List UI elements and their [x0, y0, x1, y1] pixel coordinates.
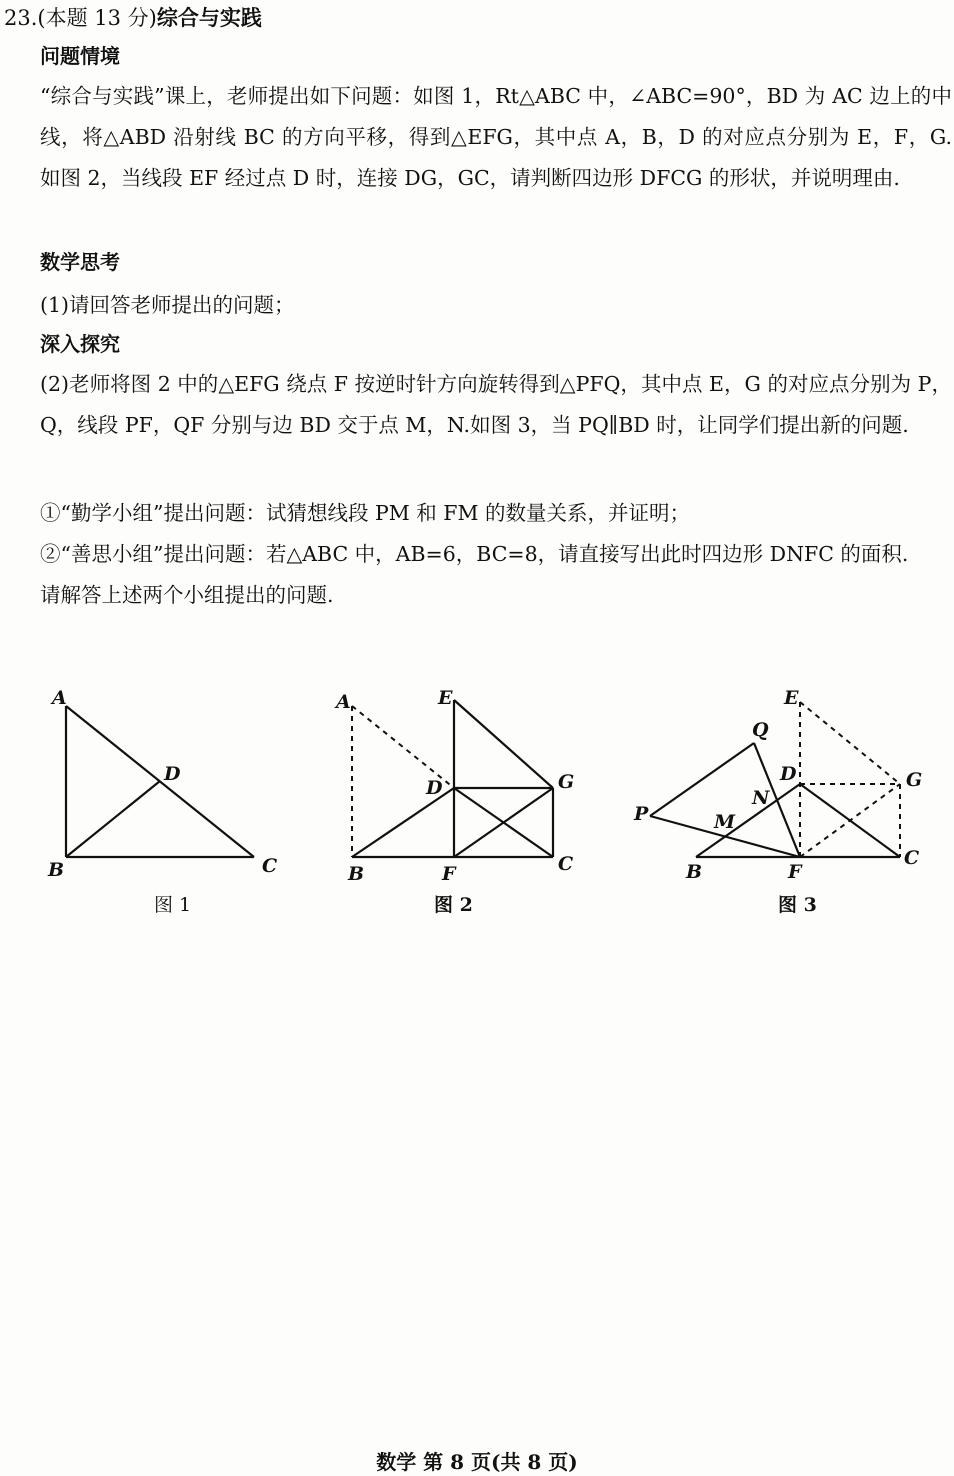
label-f: F: [442, 863, 456, 885]
question-score: (本题 13 分): [37, 6, 157, 30]
label-p: P: [634, 803, 649, 825]
label-c: C: [262, 855, 278, 877]
section-heading-explore: 深入探究: [40, 332, 120, 356]
label-b: B: [348, 863, 365, 885]
section-heading-situation: 问题情境: [40, 44, 120, 68]
sub-question-1: ①“勤学小组”提出问题：试猜想线段 PM 和 FM 的数量关系，并证明；: [40, 501, 691, 525]
segment-eg-dashed: [800, 702, 900, 784]
segment-eg: [454, 700, 553, 788]
segment-dc: [800, 784, 900, 857]
label-a: A: [52, 687, 67, 709]
label-f: F: [788, 861, 802, 883]
label-d: D: [164, 763, 181, 785]
closing-instruction: 请解答上述两个小组提出的问题.: [40, 583, 334, 607]
figure-2-diagram: [330, 680, 590, 890]
question-title: 综合与实践: [156, 5, 262, 30]
label-g: G: [906, 769, 923, 791]
figure-1-caption: 图 1: [154, 894, 192, 916]
segment-pq: [650, 743, 754, 816]
label-a: A: [336, 691, 351, 713]
figure-1: [40, 680, 300, 890]
label-d: D: [780, 763, 797, 785]
segment-bd: [66, 781, 160, 857]
label-c: C: [904, 847, 920, 869]
label-e: E: [784, 687, 799, 709]
label-g: G: [558, 771, 575, 793]
segment-ad-dashed: [352, 706, 454, 788]
section-heading-thinking: 数学思考: [40, 250, 120, 274]
explore-paragraph: (2)老师将图 2 中的△EFG 绕点 F 按逆时针方向旋转得到△PFQ，其中点 E，G 的对应点分别为 P，Q，线段 PF，QF 分别与边 BD 交于点 M，N.如图 3，当 PQ∥BD 时，让同学们提出新的问题.: [40, 372, 952, 437]
label-e: E: [438, 687, 453, 709]
label-m: M: [714, 811, 736, 833]
figure-2: [330, 680, 590, 890]
sub-question-2: ②“善思小组”提出问题：若△ABC 中，AB=6，BC=8，请直接写出此时四边形 DNFC 的面积.: [40, 542, 909, 566]
label-b: B: [686, 861, 703, 883]
question-part-1: (1)请回答老师提出的问题；: [40, 293, 295, 317]
question-header: [4, 2, 262, 32]
figure-3-caption: 图 3: [778, 894, 817, 916]
label-b: B: [48, 859, 65, 881]
label-d: D: [426, 777, 443, 799]
figure-3-diagram: [630, 680, 940, 890]
label-c: C: [558, 853, 574, 875]
label-n: N: [752, 787, 770, 809]
figure-2-caption: 图 2: [434, 894, 473, 916]
question-number: 23.: [4, 6, 38, 30]
page-footer: 数学 第 8 页(共 8 页): [376, 1450, 578, 1474]
figure-1-diagram: [40, 680, 300, 890]
situation-paragraph: “综合与实践”课上，老师提出如下问题：如图 1，Rt△ABC 中，∠ABC=90°，BD 为 AC 边上的中线，将△ABD 沿射线 BC 的方向平移，得到△EFG，其中点 A，B，D 的对应点分别为 E，F，G. 如图 2，当线段 EF 经过点 D 时，连接 DG，GC，请判断四边形 DFCG 的形状，并说明理由.: [40, 84, 952, 190]
figure-3: [630, 680, 940, 890]
label-q: Q: [752, 719, 769, 741]
